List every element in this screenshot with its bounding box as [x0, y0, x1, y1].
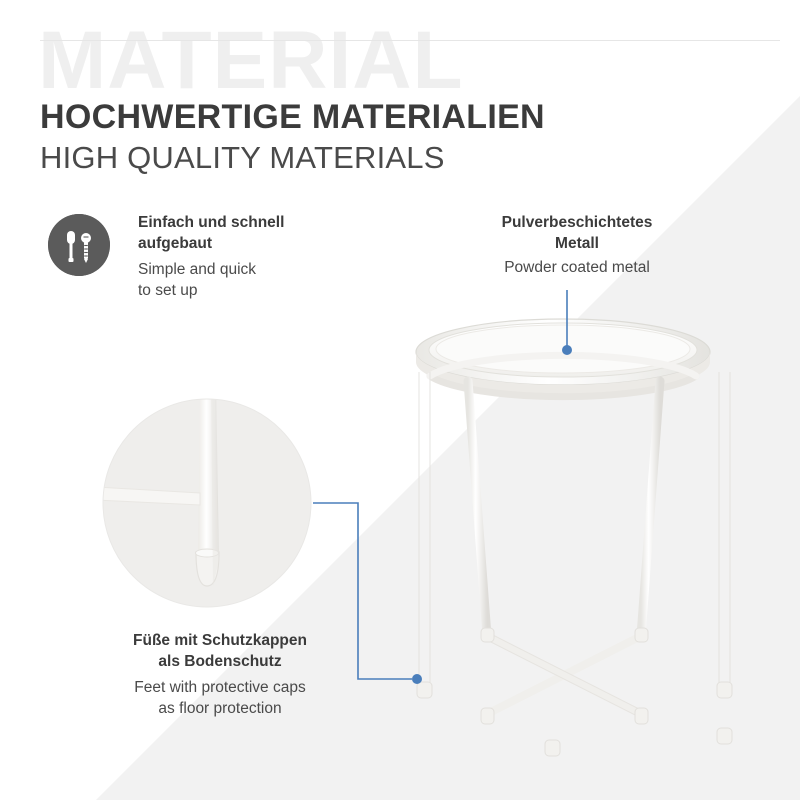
assembly-feature-text	[138, 213, 368, 302]
assembly-en-line2: to set up	[138, 281, 198, 299]
page-title-de: HOCHWERTIGE MATERIALIEN	[40, 98, 545, 136]
watermark-text: MATERIAL	[38, 15, 464, 106]
screwdriver-screw-icon	[48, 214, 110, 276]
callout-label-feet	[70, 630, 370, 720]
feet-en-line1: Feet with protective caps	[134, 678, 306, 696]
assembly-en-line1: Simple and quick	[138, 260, 257, 278]
page-title-en: HIGH QUALITY MATERIALS	[40, 140, 445, 175]
feet-en-line2: as floor protection	[158, 700, 282, 718]
metal-en-line1: Powder coated metal	[504, 258, 650, 276]
callout-label-metal	[452, 213, 702, 279]
assembly-de-line1: Einfach und schnell	[138, 214, 285, 231]
metal-de-line2: Metall	[555, 234, 599, 252]
feet-de-line1: Füße mit Schutzkappen	[133, 632, 307, 649]
feet-de-line2: als Bodenschutz	[158, 653, 282, 671]
assembly-de-line2: aufgebaut	[138, 234, 213, 252]
metal-de-line1: Pulverbeschichtetes	[501, 214, 653, 231]
assembly-badge	[48, 214, 110, 276]
